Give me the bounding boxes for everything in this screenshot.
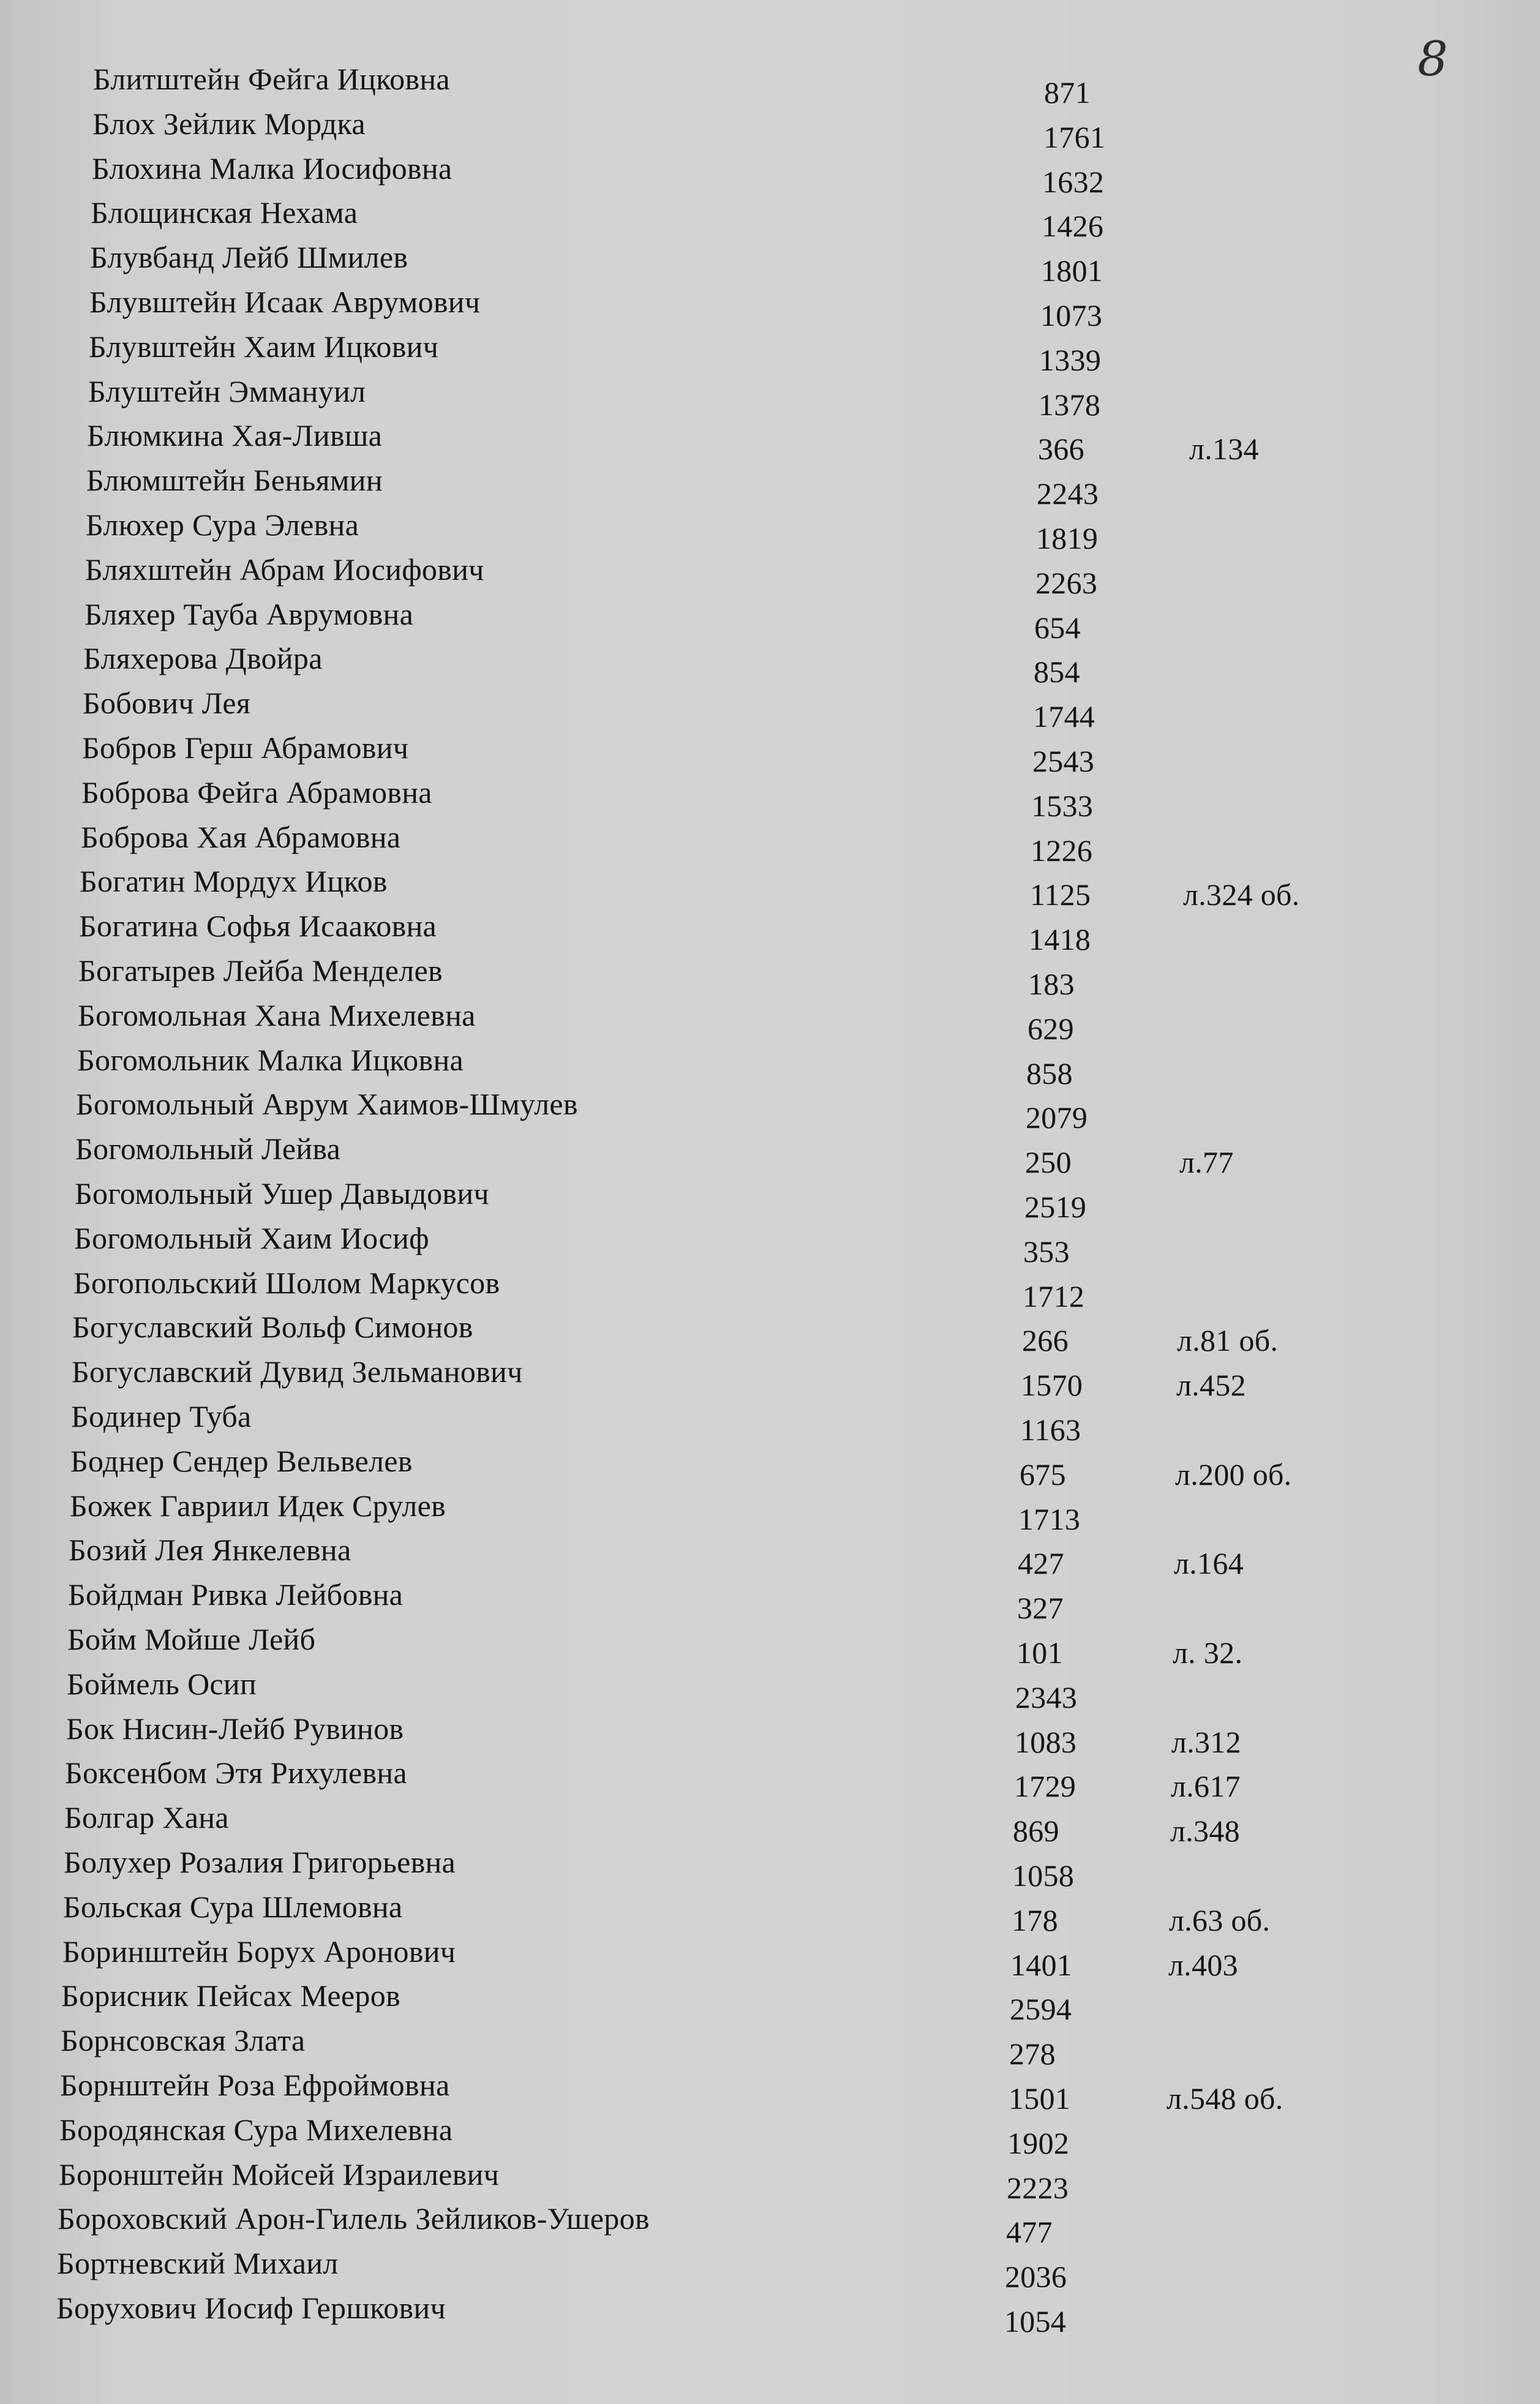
sheet-reference: л. 32. (1173, 1636, 1243, 1670)
record-number: 183 (1028, 967, 1075, 1001)
person-name: Боронштейн Мойсей Израилевич (59, 2157, 500, 2192)
person-name: Блувбанд Лейб Шмилев (90, 240, 408, 274)
list-item (0, 61, 1540, 110)
record-number: 1073 (1040, 298, 1103, 332)
person-name: Борухович Иосиф Гершкович (56, 2291, 446, 2325)
record-number: 1401 (1010, 1948, 1073, 1982)
list-item (0, 2067, 1540, 2116)
list-item (0, 552, 1540, 600)
person-name: Блюмкина Хая-Ливша (87, 418, 383, 453)
record-number: 871 (1044, 75, 1091, 110)
list-item (0, 1889, 1540, 1937)
list-item (0, 1086, 1540, 1135)
list-item (0, 2201, 1540, 2249)
person-name: Боймель Осип (67, 1667, 257, 1701)
list-item (0, 1131, 1540, 1179)
list-item (0, 863, 1540, 912)
record-number: 266 (1022, 1323, 1069, 1358)
record-number: 854 (1034, 655, 1080, 689)
record-number: 2343 (1015, 1680, 1078, 1715)
record-number: 101 (1016, 1636, 1063, 1670)
list-item (0, 2112, 1540, 2160)
list-item (0, 418, 1540, 466)
record-number: 2519 (1024, 1190, 1087, 1224)
record-number: 1226 (1031, 833, 1093, 868)
list-item (0, 685, 1540, 734)
list-item (0, 284, 1540, 332)
person-name: Блюхер Сура Элевна (86, 508, 359, 542)
list-item (0, 1711, 1540, 1759)
list-item (0, 2157, 1540, 2205)
list-item (0, 1844, 1540, 1893)
person-name: Богопольский Шолом Маркусов (73, 1266, 500, 1300)
sheet-reference: л.77 (1179, 1145, 1234, 1179)
record-number: 2223 (1007, 2171, 1069, 2205)
person-name: Бороховский Арон-Гилель Зейликов-Ушеров (58, 2201, 650, 2236)
record-number: 1339 (1039, 343, 1102, 377)
record-number: 654 (1034, 610, 1081, 645)
person-name: Блувштейн Исаак Аврумович (89, 285, 481, 319)
record-number: 2036 (1005, 2259, 1067, 2294)
list-item (0, 195, 1540, 243)
person-name: Блюмштейн Беньямин (86, 463, 383, 497)
list-item (0, 1042, 1540, 1091)
person-name: Богуславский Дувид Зельманович (72, 1354, 523, 1389)
list-item (0, 507, 1540, 555)
record-number: 2263 (1035, 566, 1098, 600)
record-number: 2543 (1032, 744, 1095, 778)
record-number: 1729 (1014, 1769, 1076, 1803)
list-item (0, 1532, 1540, 1580)
list-item (0, 819, 1540, 868)
record-number: 1902 (1007, 2126, 1070, 2160)
person-name: Боринштейн Борух Аронович (62, 1934, 456, 1969)
list-item (0, 1354, 1540, 1402)
sheet-reference: л.312 (1171, 1725, 1241, 1759)
person-name: Борисник Пейсах Мееров (61, 1978, 400, 2013)
list-item (0, 1309, 1540, 1358)
list-item (0, 1666, 1540, 1715)
record-number: 2594 (1010, 1992, 1072, 2026)
record-number: 1058 (1012, 1858, 1075, 1893)
list-item (0, 1800, 1540, 1848)
list-item (0, 239, 1540, 288)
record-number: 278 (1009, 2037, 1056, 2071)
person-name: Богомольник Малка Ицковна (77, 1043, 464, 1077)
record-number: 1632 (1042, 165, 1105, 199)
sheet-reference: л.81 об. (1177, 1323, 1279, 1358)
sheet-reference: л.548 об. (1166, 2081, 1283, 2116)
record-number: 1163 (1020, 1413, 1081, 1447)
person-name: Богомольный Хаим Иосиф (74, 1221, 429, 1255)
person-name: Богомольный Аврум Хаимов-Шмулев (76, 1087, 578, 1121)
person-name: Блощинская Нехама (91, 195, 358, 230)
record-number: 1501 (1009, 2081, 1071, 2116)
list-item (0, 1220, 1540, 1269)
list-item (0, 462, 1540, 511)
person-name: Бок Нисин-Лейб Рувинов (66, 1711, 404, 1746)
record-number: 366 (1038, 432, 1084, 466)
record-number: 427 (1018, 1546, 1064, 1580)
person-name: Бобович Лея (83, 686, 251, 720)
person-name: Бляхерова Двойра (83, 641, 323, 675)
record-number: 629 (1027, 1012, 1074, 1046)
list-item (0, 1488, 1540, 1536)
record-number: 1426 (1042, 209, 1104, 243)
person-name: Блитштейн Фейга Ицковна (93, 62, 450, 96)
person-name: Богатин Мордух Ицков (80, 864, 388, 898)
sheet-reference: л.324 об. (1183, 877, 1300, 912)
list-item (0, 2290, 1540, 2338)
person-name: Бляхштейн Абрам Иосифович (85, 552, 484, 587)
record-number: 178 (1012, 1903, 1058, 1937)
list-item (0, 1934, 1540, 1982)
person-name: Блувштейн Хаим Ицкович (89, 329, 439, 364)
record-number: 1054 (1004, 2304, 1067, 2338)
person-name: Бойм Мойше Лейб (67, 1622, 316, 1656)
person-name: Блохина Малка Иосифовна (92, 151, 453, 186)
list-item (0, 329, 1540, 377)
list-item (0, 106, 1540, 154)
person-name: Божек Гавриил Идек Срулев (70, 1489, 446, 1523)
list-item (0, 1399, 1540, 1447)
record-number: 858 (1026, 1056, 1073, 1091)
person-name: Богуславский Вольф Симонов (72, 1310, 473, 1344)
list-item (0, 908, 1540, 956)
person-name: Боброва Фейга Абрамовна (81, 775, 432, 809)
list-item (0, 1443, 1540, 1492)
record-number: 1712 (1023, 1279, 1085, 1313)
list-item (0, 1755, 1540, 1803)
list-item (0, 2023, 1540, 2071)
record-number: 1533 (1031, 789, 1094, 823)
record-number: 1761 (1043, 120, 1106, 154)
person-name: Бляхер Тауба Аврумовна (85, 597, 414, 631)
person-name: Больская Сура Шлемовна (63, 1890, 403, 1924)
list-item (0, 596, 1540, 645)
record-number: 675 (1020, 1457, 1066, 1492)
person-name: Болгар Хана (64, 1800, 229, 1835)
sheet-reference: л.134 (1189, 432, 1259, 466)
record-number: 1083 (1015, 1725, 1077, 1759)
list-item (0, 1978, 1540, 2026)
sheet-reference: л.403 (1168, 1948, 1238, 1982)
record-number: 250 (1025, 1145, 1072, 1179)
record-number: 1819 (1036, 521, 1099, 555)
page-number: 8 (1418, 32, 1448, 87)
list-item (0, 1176, 1540, 1224)
person-name: Бозий Лея Янкелевна (69, 1533, 351, 1567)
person-name: Боксенбом Этя Рихулевна (65, 1756, 407, 1790)
list-item (0, 374, 1540, 422)
record-number: 2243 (1037, 476, 1099, 511)
record-number: 2079 (1026, 1100, 1088, 1135)
person-name: Борнштейн Роза Ефроймовна (60, 2068, 450, 2102)
record-number: 1378 (1039, 388, 1101, 422)
person-name: Бойдман Ривка Лейбовна (68, 1577, 404, 1612)
person-name: Богатина Софья Исааковна (79, 909, 437, 943)
list-item (0, 997, 1540, 1046)
person-name: Боброва Хая Абрамовна (81, 820, 401, 854)
person-name: Бобров Герш Абрамович (82, 731, 409, 765)
record-number: 327 (1017, 1591, 1064, 1625)
person-name: Бодинер Туба (71, 1399, 252, 1433)
sheet-reference: л.348 (1170, 1814, 1240, 1848)
list-item (0, 775, 1540, 823)
list-item (0, 1265, 1540, 1313)
record-number: 1418 (1029, 922, 1091, 956)
list-item (0, 730, 1540, 778)
list-item (0, 151, 1540, 199)
record-number: 477 (1006, 2215, 1053, 2249)
person-name: Бортневский Михаил (57, 2246, 339, 2280)
sheet-reference: л.63 об. (1169, 1903, 1271, 1937)
record-number: 1713 (1018, 1502, 1081, 1536)
list-item (0, 640, 1540, 689)
person-name: Блуштейн Эммануил (88, 374, 366, 408)
record-number: 353 (1023, 1234, 1070, 1269)
record-number: 1570 (1021, 1368, 1083, 1402)
list-item (0, 1621, 1540, 1670)
sheet-reference: л.164 (1174, 1546, 1244, 1580)
sheet-reference: л.452 (1176, 1368, 1246, 1402)
person-name: Богомольный Лейва (75, 1132, 341, 1166)
record-number: 1125 (1030, 877, 1091, 912)
person-name: Блох Зейлик Мордка (92, 107, 366, 141)
list-item (0, 2245, 1540, 2294)
person-name: Бородянская Сура Михелевна (59, 2113, 453, 2147)
record-number: 1801 (1041, 254, 1103, 288)
person-name: Богатырев Лейба Менделев (78, 953, 443, 988)
record-number: 869 (1013, 1814, 1059, 1848)
sheet-reference: л.200 об. (1175, 1457, 1292, 1492)
person-name: Борнсовская Злата (61, 2023, 306, 2057)
person-name: Болухер Розалия Григорьевна (64, 1845, 456, 1879)
person-name: Богомольный Ушер Давыдович (75, 1176, 489, 1211)
person-name: Богомольная Хана Михелевна (78, 998, 476, 1032)
list-item (0, 953, 1540, 1001)
sheet-reference: л.617 (1171, 1769, 1241, 1803)
list-item (0, 1577, 1540, 1625)
person-name: Боднер Сендер Вельвелев (70, 1444, 413, 1478)
record-number: 1744 (1033, 699, 1095, 734)
